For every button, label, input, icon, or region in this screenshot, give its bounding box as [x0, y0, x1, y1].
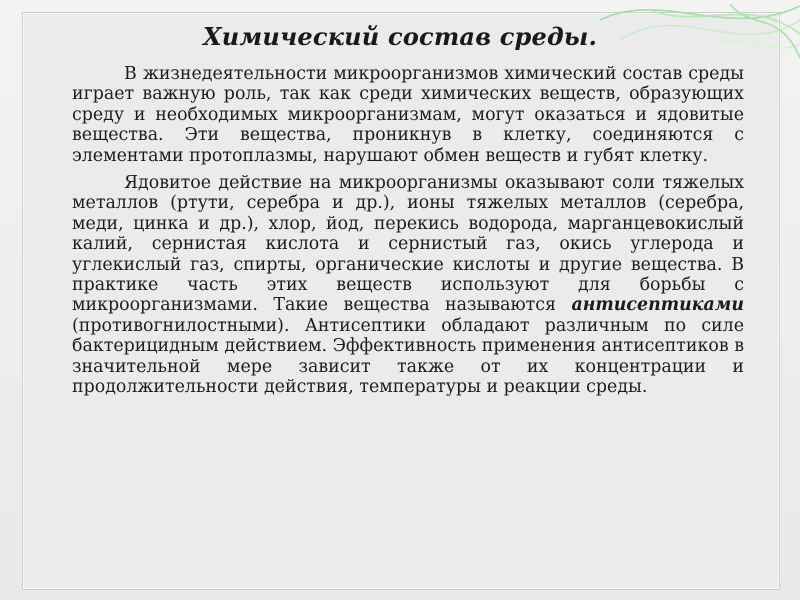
paragraph-2-text-end: (противогнилостными). Антисептики обладают различным по силе бактерицидным действием. Эффективность применения антисептиков в значительной мере зависит также от их концентрации и продолжительности действия, температуры и реакции среды.	[72, 315, 744, 398]
paragraph-2	[72, 173, 744, 397]
paragraph-2-text-start: Ядовитое действие на микроорганизмы оказывают соли тяжелых металлов (ртути, серебра и др.), ионы тяжелых металлов (серебра, меди, цинка и др.), хлор, йод, перекись водорода, марганцевокислый калий, сернистая кислота и сернистый газ, окись углерода и углекислый газ, спирты, органические кислоты и другие вещества. В практике часть этих веществ используют для борьбы с микроорганизмами. Такие вещества называются	[72, 173, 744, 316]
paragraph-1: В жизнедеятельности микроорганизмов химический состав среды играет важную роль, так как среди химических веществ, образующих среду и необходимых микроорганизмам, могут оказаться и ядовитые вещества. Эти вещества, проникнув в клетку, соединяются с элементами протоплазмы, нарушают обмен веществ и губят клетку.	[72, 64, 744, 166]
antiseptics-term: антисептиками	[571, 295, 744, 316]
slide-body	[72, 64, 744, 405]
slide-title: Химический состав среды.	[202, 22, 598, 51]
